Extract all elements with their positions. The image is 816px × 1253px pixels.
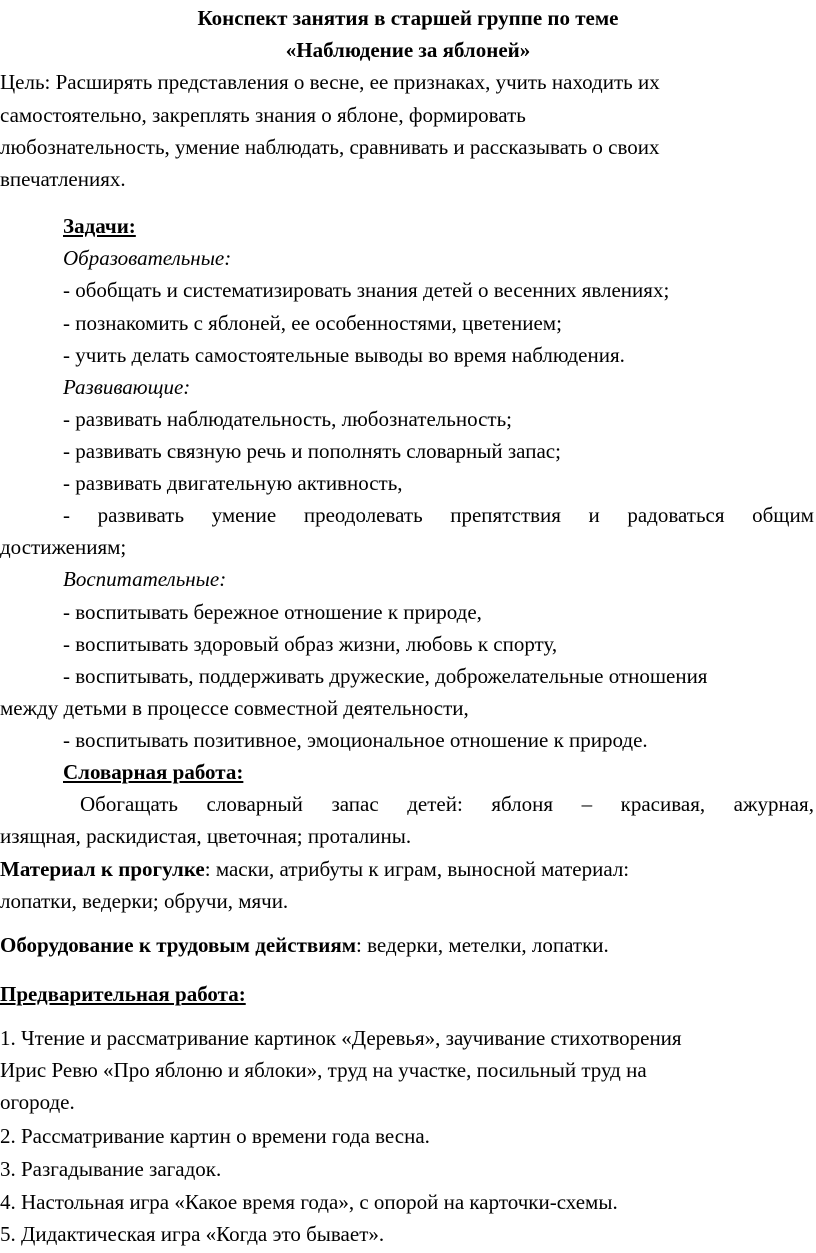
vocabulary-heading-text: Словарная работа: <box>63 760 244 784</box>
equipment-line <box>0 929 816 961</box>
materials-line-1 <box>0 853 816 885</box>
word: запас <box>331 792 379 816</box>
word: ажурная, <box>733 792 814 816</box>
educational-item-2: - познакомить с яблоней, ее особенностями, цветением; <box>63 311 562 335</box>
developing-label: Развивающие: <box>63 375 191 399</box>
upbringing-item-4: - воспитывать позитивное, эмоциональное отношение к природе. <box>63 728 648 752</box>
materials-line-2: лопатки, ведерки; обручи, мячи. <box>0 889 289 913</box>
educational-label: Образовательные: <box>63 246 232 270</box>
upbringing-label: Воспитательные: <box>63 567 227 591</box>
document-title-line-1: Конспект занятия в старшей группе по теме <box>197 6 619 30</box>
developing-item-4-continuation: достижениям; <box>0 535 127 559</box>
word: развивать <box>97 503 185 527</box>
tasks-heading-text: Задачи: <box>63 214 136 238</box>
preliminary-heading-text: Предварительная работа: <box>0 982 246 1006</box>
upbringing-item-2: - воспитывать здоровый образ жизни, любовь к спорту, <box>63 632 558 656</box>
educational-item-3: - учить делать самостоятельные выводы во время наблюдения. <box>63 343 625 367</box>
document-title-line-2: «Наблюдение за яблоней» <box>285 38 531 62</box>
developing-item-1: - развивать наблюдательность, любознательность; <box>63 407 512 431</box>
word: детей: <box>407 792 463 816</box>
vocabulary-line-2: изящная, раскидистая, цветочная; проталины. <box>0 824 412 848</box>
word: умение <box>211 503 277 527</box>
tasks-heading <box>63 210 816 242</box>
word: и <box>588 503 600 527</box>
word: препятствия <box>450 503 561 527</box>
upbringing-item-3: - воспитывать, поддерживать дружеские, доброжелательные отношения <box>63 664 708 688</box>
developing-item-4 <box>63 499 814 531</box>
goal-line-4: впечатлениях. <box>0 167 126 191</box>
preliminary-item-2: 2. Рассматривание картин о времени года весна. <box>0 1124 430 1148</box>
word: словарный <box>206 792 303 816</box>
word: яблоня <box>491 792 554 816</box>
upbringing-item-1: - воспитывать бережное отношение к природе, <box>63 600 482 624</box>
goal-line-1: Цель: Расширять представления о весне, ее признаках, учить находить их <box>0 70 660 94</box>
goal-line-2: самостоятельно, закреплять знания о яблоне, формировать <box>0 103 526 127</box>
word: радоваться <box>627 503 725 527</box>
vocabulary-line-1 <box>80 788 814 820</box>
word: преодолевать <box>303 503 423 527</box>
vocabulary-heading <box>63 756 816 788</box>
equipment-text: : ведерки, метелки, лопатки. <box>356 933 609 957</box>
preliminary-heading <box>0 978 816 1010</box>
goal-line-3: любознательность, умение наблюдать, сравнивать и рассказывать о своих <box>0 135 660 159</box>
materials-label: Материал к прогулке <box>0 857 205 881</box>
preliminary-item-4: 4. Настольная игра «Какое время года», с опорой на карточки-схемы. <box>0 1190 618 1214</box>
developing-item-3: - развивать двигательную активность, <box>63 471 403 495</box>
preliminary-item-1-line-3: огороде. <box>0 1090 75 1114</box>
educational-item-1: - обобщать и систематизировать знания детей о весенних явлениях; <box>63 278 670 302</box>
word: - <box>63 503 70 527</box>
upbringing-item-3-continuation: между детьми в процессе совместной деятельности, <box>0 696 469 720</box>
preliminary-item-1-line-1: 1. Чтение и рассматривание картинок «Деревья», заучивание стихотворения <box>0 1026 682 1050</box>
preliminary-item-5: 5. Дидактическая игра «Когда это бывает». <box>0 1222 385 1246</box>
equipment-label: Оборудование к трудовым действиям <box>0 933 357 957</box>
preliminary-item-3: 3. Разгадывание загадок. <box>0 1157 222 1181</box>
word: общим <box>752 503 814 527</box>
developing-item-2: - развивать связную речь и пополнять словарный запас; <box>63 439 561 463</box>
word: Обогащать <box>80 792 178 816</box>
word: красивая, <box>620 792 706 816</box>
preliminary-item-1-line-2: Ирис Ревю «Про яблоню и яблоки», труд на участке, посильный труд на <box>0 1058 647 1082</box>
word: – <box>581 792 593 816</box>
materials-text: : маски, атрибуты к играм, выносной материал: <box>204 857 630 881</box>
